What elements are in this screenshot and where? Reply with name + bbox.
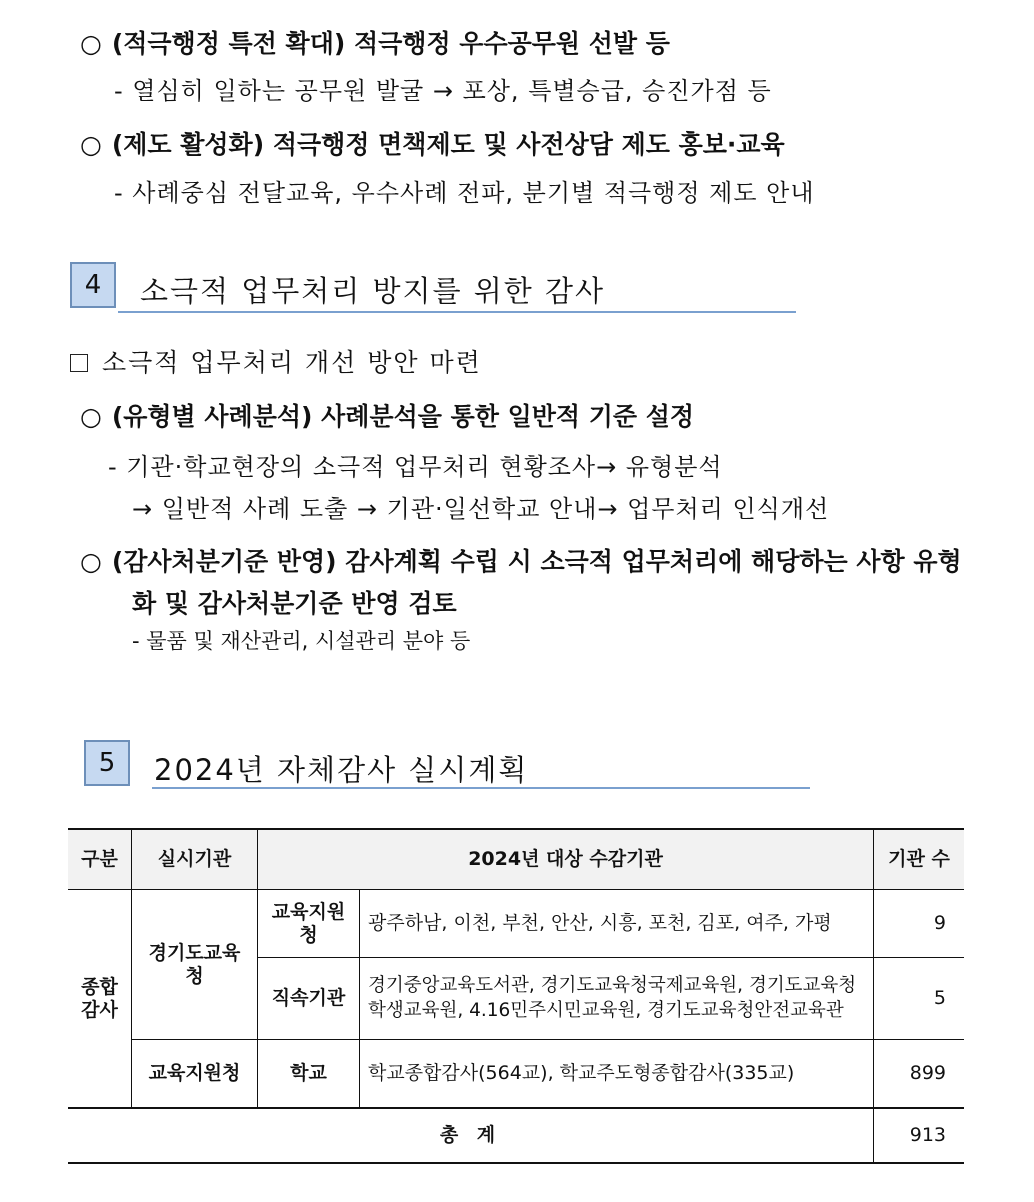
header-agency: 실시기관 <box>157 848 232 871</box>
table-col-rule <box>257 830 258 1108</box>
section-number-5: 5 <box>84 740 130 786</box>
type-cell: 직속기관 <box>271 987 346 1010</box>
type-cell: 학교 <box>290 1062 327 1085</box>
square-item: 소극적 업무처리 개선 방안 마련 <box>70 343 482 379</box>
policy-item-heading: ○ (유형별 사례분석) 사례분석을 통한 일반적 기준 설정 <box>80 402 695 431</box>
policy-item-heading: ○ (제도 활성화) 적극행정 면책제도 및 사전상담 제도 홍보·교육 <box>80 130 785 159</box>
table-rule <box>68 1107 964 1109</box>
circle-bullet-icon: ○ <box>80 402 102 431</box>
count-cell: 899 <box>909 1062 946 1085</box>
policy-item-heading: ○ (감사처분기준 반영) 감사계획 수립 시 소극적 업무처리에 해당하는 사항 유형 <box>80 547 962 576</box>
policy-item-detail: - 기관·학교현장의 소극적 업무처리 현황조사→ 유형분석 <box>108 453 723 481</box>
table-col-rule <box>359 890 360 1108</box>
header-targets: 2024년 대상 수감기관 <box>468 848 663 871</box>
count-cell: 9 <box>933 912 946 935</box>
table-col-rule <box>131 830 132 1108</box>
policy-item-heading-cont: 화 및 감사처분기준 반영 검토 <box>132 589 457 618</box>
type-cell: 교육지원 청 <box>271 900 346 946</box>
category-cell: 종합 감사 <box>81 975 118 1021</box>
targets-cell: 경기중앙교육도서관, 경기도교육청국제교육원, 경기도교육청학생교육원, 4.16민주시민교육원, 경기도교육청안전교육관 <box>368 975 857 1021</box>
policy-item-detail: - 사례중심 전달교육, 우수사례 전파, 분기별 적극행정 제도 안내 <box>114 179 815 207</box>
header-category: 구분 <box>81 848 118 871</box>
section-title-4: 소극적 업무처리 방지를 위한 감사 <box>140 274 606 308</box>
circle-bullet-icon: ○ <box>80 130 102 159</box>
agency-cell: 경기도교육 청 <box>148 941 241 987</box>
section-number-4: 4 <box>70 262 116 308</box>
policy-item-detail: - 물품 및 재산관리, 시설관리 분야 등 <box>132 629 471 653</box>
section-underline <box>152 787 810 789</box>
total-label: 총 계 <box>439 1124 502 1147</box>
circle-bullet-icon: ○ <box>80 547 102 576</box>
section-underline <box>118 311 796 313</box>
table-rule <box>258 957 964 958</box>
section-title-5: 2024년 자체감사 실시계획 <box>154 753 529 787</box>
count-cell: 5 <box>933 987 946 1010</box>
agency-cell: 교육지원청 <box>148 1062 241 1085</box>
header-count: 기관 수 <box>888 848 950 871</box>
table-col-rule <box>873 830 874 1163</box>
policy-item-detail: → 일반적 사례 도출 → 기관·일선학교 안내→ 업무처리 인식개선 <box>132 495 830 523</box>
targets-cell: 광주하남, 이천, 부천, 안산, 시흥, 포천, 김포, 여주, 가평 <box>368 912 832 935</box>
policy-item-heading: ○ (적극행정 특전 확대) 적극행정 우수공무원 선발 등 <box>80 29 670 58</box>
policy-item-detail: - 열심히 일하는 공무원 발굴 → 포상, 특별승급, 승진가점 등 <box>114 77 772 105</box>
circle-bullet-icon: ○ <box>80 29 102 58</box>
total-count: 913 <box>909 1124 946 1147</box>
table-bottom-border <box>68 1162 964 1164</box>
targets-cell: 학교종합감사(564교), 학교주도형종합감사(335교) <box>368 1062 795 1085</box>
square-bullet-icon <box>70 354 88 372</box>
